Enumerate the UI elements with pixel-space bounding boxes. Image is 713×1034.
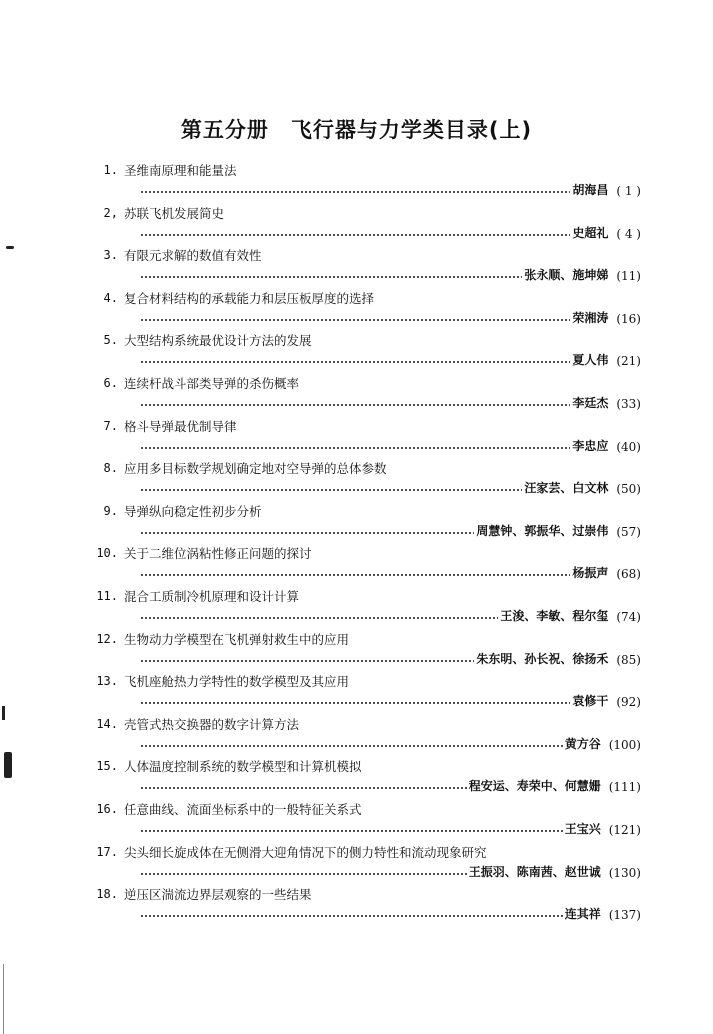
entry-leader bbox=[140, 267, 641, 283]
entry-title: 复合材料结构的承载能力和层压板厚度的选择 bbox=[124, 290, 375, 306]
entry-number: 2, bbox=[103, 205, 118, 220]
entry-author: 张永顺、施坤娣 bbox=[524, 268, 609, 283]
entry-leader bbox=[140, 480, 641, 496]
toc-entry bbox=[0, 417, 713, 460]
toc-entry bbox=[0, 757, 713, 800]
entry-number: 9. bbox=[103, 503, 118, 518]
dot-leader bbox=[140, 403, 570, 407]
dot-leader bbox=[140, 446, 570, 450]
toc-entry bbox=[0, 502, 713, 545]
entry-author: 胡海昌 bbox=[572, 183, 609, 197]
toc-entry bbox=[0, 587, 713, 630]
entry-page: (16) bbox=[616, 311, 641, 326]
entry-page: (74) bbox=[616, 609, 641, 624]
entry-author: 黄方谷 bbox=[564, 736, 601, 751]
dot-leader bbox=[140, 701, 570, 705]
dot-leader bbox=[140, 360, 570, 364]
toc-entry bbox=[0, 630, 713, 673]
entry-page: (21) bbox=[616, 354, 641, 369]
entry-number: 6. bbox=[103, 375, 118, 390]
entry-leader bbox=[140, 182, 641, 198]
toc-entry bbox=[0, 459, 713, 502]
entry-author: 荣湘涛 bbox=[572, 310, 609, 325]
entry-page: (92) bbox=[616, 695, 641, 710]
entry-author: 史超礼 bbox=[572, 225, 609, 240]
entry-leader bbox=[140, 693, 641, 709]
toc-entry bbox=[0, 715, 713, 758]
entry-page: (85) bbox=[616, 652, 641, 667]
entry-page: (137) bbox=[608, 908, 641, 923]
dot-leader bbox=[140, 872, 467, 876]
entry-title: 有限元求解的数值有效性 bbox=[124, 248, 262, 264]
entry-number: 1. bbox=[103, 163, 118, 177]
entry-title: 逆压区湍流边界层观察的一些结果 bbox=[124, 887, 312, 903]
entry-number: 7. bbox=[103, 418, 118, 433]
entry-title: 人体温度控制系统的数学模型和计算机模拟 bbox=[124, 759, 362, 775]
entry-number: 5. bbox=[103, 333, 118, 348]
page-title: 第五分册 飞行器与力学类目录(上) bbox=[180, 118, 533, 142]
entry-leader bbox=[140, 906, 641, 922]
entry-number: 16. bbox=[96, 801, 118, 816]
entry-title: 飞机座舱热力学特性的数学模型及其应用 bbox=[124, 674, 350, 690]
entry-page: (40) bbox=[616, 439, 641, 454]
scan-speck bbox=[3, 964, 4, 1034]
entry-leader bbox=[140, 778, 641, 794]
entry-page: (121) bbox=[608, 822, 641, 837]
dot-leader bbox=[140, 233, 570, 237]
entry-page: ( 1 ) bbox=[616, 184, 641, 198]
dot-leader bbox=[140, 829, 563, 833]
entry-author: 王浚、李敏、程尔玺 bbox=[500, 608, 609, 623]
toc-entry bbox=[0, 885, 713, 928]
dot-leader bbox=[140, 786, 467, 790]
entry-leader bbox=[140, 352, 641, 368]
entry-author: 王振羽、陈南茜、赵世诚 bbox=[468, 864, 601, 879]
entry-title: 连续杆战斗部类导弹的杀伤概率 bbox=[124, 375, 300, 391]
entry-author: 李忠应 bbox=[572, 438, 609, 453]
entry-title: 关于二维位涡粘性修正问题的探讨 bbox=[124, 546, 312, 562]
toc-entry bbox=[0, 800, 713, 843]
entry-author: 程安运、寿荣中、何慧姗 bbox=[468, 779, 601, 794]
entry-number: 12. bbox=[96, 631, 118, 646]
entry-title: 格斗导弹最优制导律 bbox=[124, 418, 237, 434]
dot-leader bbox=[140, 318, 570, 322]
entry-leader bbox=[140, 651, 641, 667]
entry-number: 8. bbox=[103, 461, 118, 476]
entry-page: (11) bbox=[616, 269, 641, 284]
entry-author: 李廷杰 bbox=[572, 395, 609, 410]
dot-leader bbox=[140, 573, 570, 577]
entry-leader bbox=[140, 821, 641, 837]
entry-author: 汪家芸、白文林 bbox=[524, 481, 609, 496]
scan-speck bbox=[4, 752, 12, 778]
entry-author: 周慧钟、郭振华、过崇伟 bbox=[476, 523, 609, 538]
dot-leader bbox=[140, 531, 474, 535]
entry-page: ( 4 ) bbox=[616, 226, 641, 241]
entry-page: (100) bbox=[608, 737, 641, 752]
entry-page: (33) bbox=[616, 396, 641, 411]
entry-author: 夏人伟 bbox=[572, 353, 609, 368]
entry-title: 圣维南原理和能量法 bbox=[124, 163, 237, 178]
entry-title: 尖头细长旋成体在无侧滑大迎角情况下的侧力特性和流动现象研究 bbox=[124, 844, 487, 860]
entry-author: 杨振声 bbox=[572, 566, 609, 581]
entry-leader bbox=[140, 310, 641, 326]
entry-title: 大型结构系统最优设计方法的发展 bbox=[124, 333, 312, 349]
entry-number: 10. bbox=[96, 546, 118, 561]
entry-number: 11. bbox=[96, 588, 118, 603]
entry-leader bbox=[140, 523, 641, 539]
entry-page: (57) bbox=[616, 524, 641, 539]
entry-page: (111) bbox=[608, 780, 641, 795]
entry-leader bbox=[140, 225, 641, 241]
scan-speck bbox=[6, 246, 14, 249]
entry-title: 生物动力学模型在飞机弹射救生中的应用 bbox=[124, 631, 350, 647]
entry-leader bbox=[140, 608, 641, 624]
entry-title: 任意曲线、流面坐标系中的一般特征关系式 bbox=[124, 801, 362, 817]
scan-speck bbox=[2, 706, 5, 720]
entry-number: 18. bbox=[96, 887, 118, 902]
entry-title: 壳管式热交换器的数字计算方法 bbox=[124, 716, 300, 732]
entry-number: 13. bbox=[96, 674, 118, 689]
entry-number: 14. bbox=[96, 716, 118, 731]
toc-entry bbox=[0, 289, 713, 332]
entry-title: 导弹纵向稳定性初步分析 bbox=[124, 503, 262, 519]
entry-page: (130) bbox=[608, 865, 641, 880]
dot-leader bbox=[140, 914, 563, 918]
toc-entry bbox=[0, 843, 713, 886]
entry-author: 王宝兴 bbox=[564, 821, 601, 836]
entry-number: 17. bbox=[96, 844, 118, 859]
entry-title: 苏联飞机发展简史 bbox=[124, 205, 225, 221]
dot-leader bbox=[140, 659, 474, 663]
entry-number: 15. bbox=[96, 759, 118, 774]
entry-page: (50) bbox=[616, 482, 641, 497]
table-of-contents bbox=[0, 161, 713, 928]
entry-title: 应用多目标数学规划确定地对空导弹的总体参数 bbox=[124, 461, 387, 477]
toc-entry bbox=[0, 374, 713, 417]
entry-leader bbox=[140, 864, 641, 880]
entry-leader bbox=[140, 438, 641, 454]
entry-title: 混合工质制冷机原理和设计计算 bbox=[124, 588, 300, 604]
entry-leader bbox=[140, 736, 641, 752]
toc-entry bbox=[0, 161, 713, 204]
entry-leader bbox=[140, 395, 641, 411]
dot-leader bbox=[140, 616, 498, 620]
toc-entry bbox=[0, 672, 713, 715]
toc-entry bbox=[0, 204, 713, 247]
dot-leader bbox=[140, 744, 563, 748]
dot-leader bbox=[140, 275, 522, 279]
dot-leader bbox=[140, 190, 570, 194]
toc-entry bbox=[0, 246, 713, 289]
entry-leader bbox=[140, 565, 641, 581]
entry-page: (68) bbox=[616, 567, 641, 582]
entry-number: 3. bbox=[103, 248, 118, 263]
toc-entry bbox=[0, 331, 713, 374]
toc-entry bbox=[0, 544, 713, 587]
entry-author: 袁修干 bbox=[572, 694, 609, 709]
entry-author: 连其祥 bbox=[564, 907, 601, 922]
dot-leader bbox=[140, 488, 522, 492]
entry-number: 4. bbox=[103, 290, 118, 305]
entry-author: 朱东明、孙长祝、徐扬禾 bbox=[476, 651, 609, 666]
